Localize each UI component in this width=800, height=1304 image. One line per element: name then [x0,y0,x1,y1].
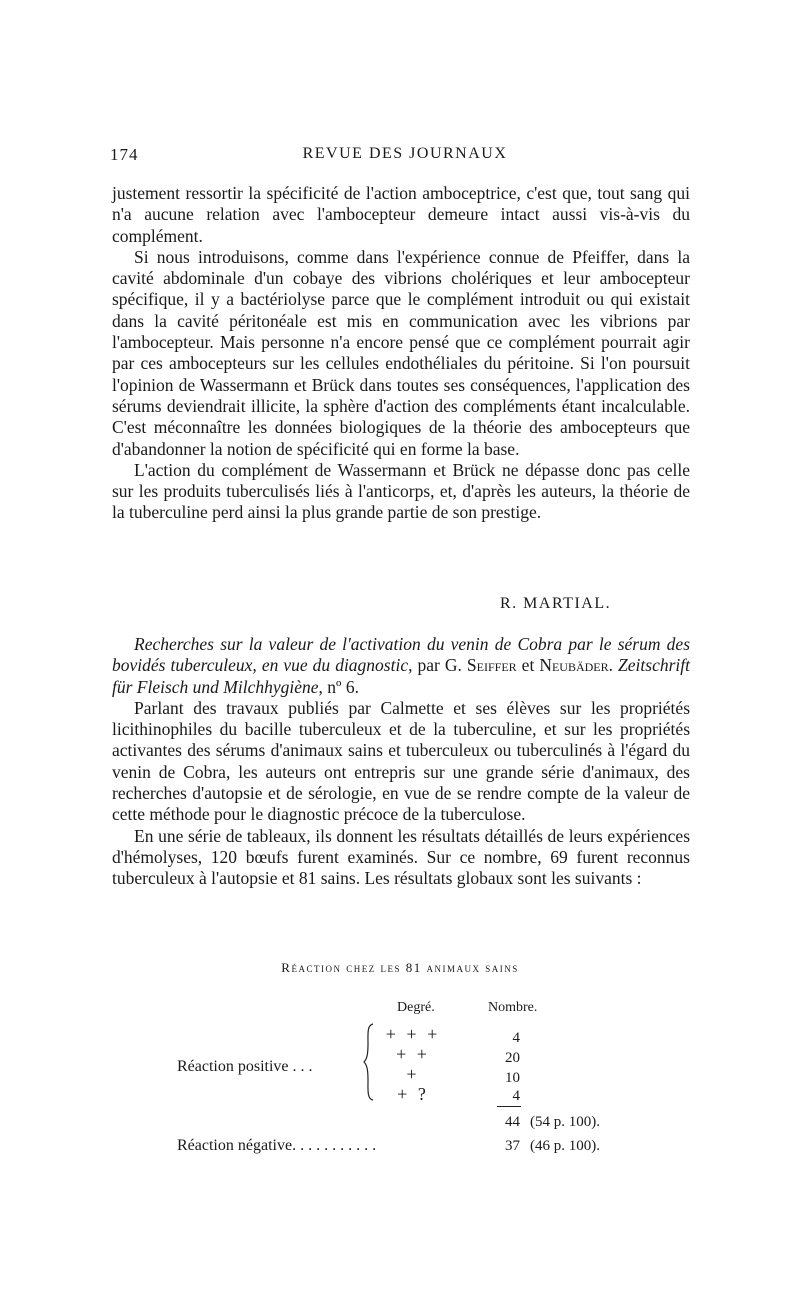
paragraph: Si nous introduisons, comme dans l'expérience connue de Pfeiffer, dans la cavité abdominale d'un cobaye des vibrions cholériques et leur ambocepteur spécifique, il y a bactériolyse parce que le complément introduit ou qui existait dans la cavité péritonéale est mis en communication avec les vibrions par l'ambocepteur. Mais personne n'a encore pensé que ce complément pourrait agir par ces ambocepteurs sur les cellules endothéliales du péritoine. Si l'on poursuit l'opinion de Wassermann et Brück dans toutes ses conséquences, l'application des sérums deviendrait illicite, la sphère d'action des compléments étant incalculable. C'est méconnaître les données biologiques de la théorie des ambocepteurs que d'abandonner la notion de spécificité qui en forme la base. [112,246,690,459]
positive-reaction-label: Réaction positive . . . [177,1058,313,1075]
journal-name: Zeitschrift für Fleisch und Milchhygiène [112,655,690,697]
column-header-count: Nombre. [488,1000,538,1015]
table-title: Réaction chez les 81 animaux sains [281,960,519,975]
paragraph: justement ressortir la spécificité de l'action amboceptrice, c'est que, tout sang qui n'a aucune relation avec l'ambocepteur demeure intact aussi vis-à-vis du complément. [112,183,690,246]
article-title: Recherches sur la valeur de l'activation du venin de Cobra par le sérum des bovidés tuberculeux, en vue du diagnostic, [112,634,690,676]
review-text-martial [112,183,690,524]
review-text-seiffer [112,634,690,890]
journal-title: REVUE DES JOURNAUX [302,145,508,162]
citation-and: et [516,655,540,676]
citation-by: par G. [412,655,467,676]
degree-value: + [406,1064,420,1084]
count-value: 4 [512,1088,520,1104]
degree-value: + + + [385,1024,441,1044]
running-header [110,145,700,167]
paragraph: En une série de tableaux, ils donnent les résultats détaillés de leurs expériences d'hémolyses, 120 bœufs furent examinés. Sur ce nombre, 69 furent reconnus tuberculeux à l'autopsie et 81 sains. Les résultats globaux sont les suivants : [112,825,690,889]
paragraph: L'action du complément de Wassermann et Brück ne dépasse donc pas celle sur les produits tuberculisés liés à l'anticorps, et, d'après les auteurs, la théorie de la tuberculine perd ainsi la plus grande partie de son prestige. [112,459,690,523]
total-count: 44 [505,1114,520,1130]
author-seiffer: Seiffer [466,655,517,676]
issue-number: , nº 6. [318,676,359,697]
article-citation [112,634,690,698]
page-number: 174 [110,145,139,164]
negative-count: 37 [505,1138,520,1154]
negative-percent: (46 p. 100). [530,1138,600,1154]
total-percent: (54 p. 100). [530,1114,600,1130]
count-value: 20 [505,1050,520,1066]
paragraph: Parlant des travaux publiés par Calmette et ses élèves sur les propriétés licithinophiles du bacille tuberculeux et de la tuberculine, et sur les propriétés activantes des sérums d'animaux sains et tuberculeux ou tuberculinés à l'égard du venin de Cobra, les auteurs ont entrepris sur une grande série d'animaux, des recherches d'autopsie et de sérologie, en vue de se rendre compte de la valeur de cette méthode pour le diagnostic précoce de la tuberculose. [112,697,690,825]
count-value: 4 [512,1030,520,1046]
column-header-degree: Degré. [397,1000,435,1015]
author-signature: R. MARTIAL. [500,595,612,612]
negative-reaction-label: Réaction négative. . . . . . . . . . . [177,1137,377,1154]
author-neubader: Neubäder [539,655,609,676]
sum-rule [497,1106,521,1107]
degree-value: + + [396,1044,430,1064]
curly-brace-icon [362,1022,376,1102]
count-value: 10 [505,1070,520,1086]
degree-value: + ? [397,1084,429,1104]
citation-separator: . [608,655,619,676]
